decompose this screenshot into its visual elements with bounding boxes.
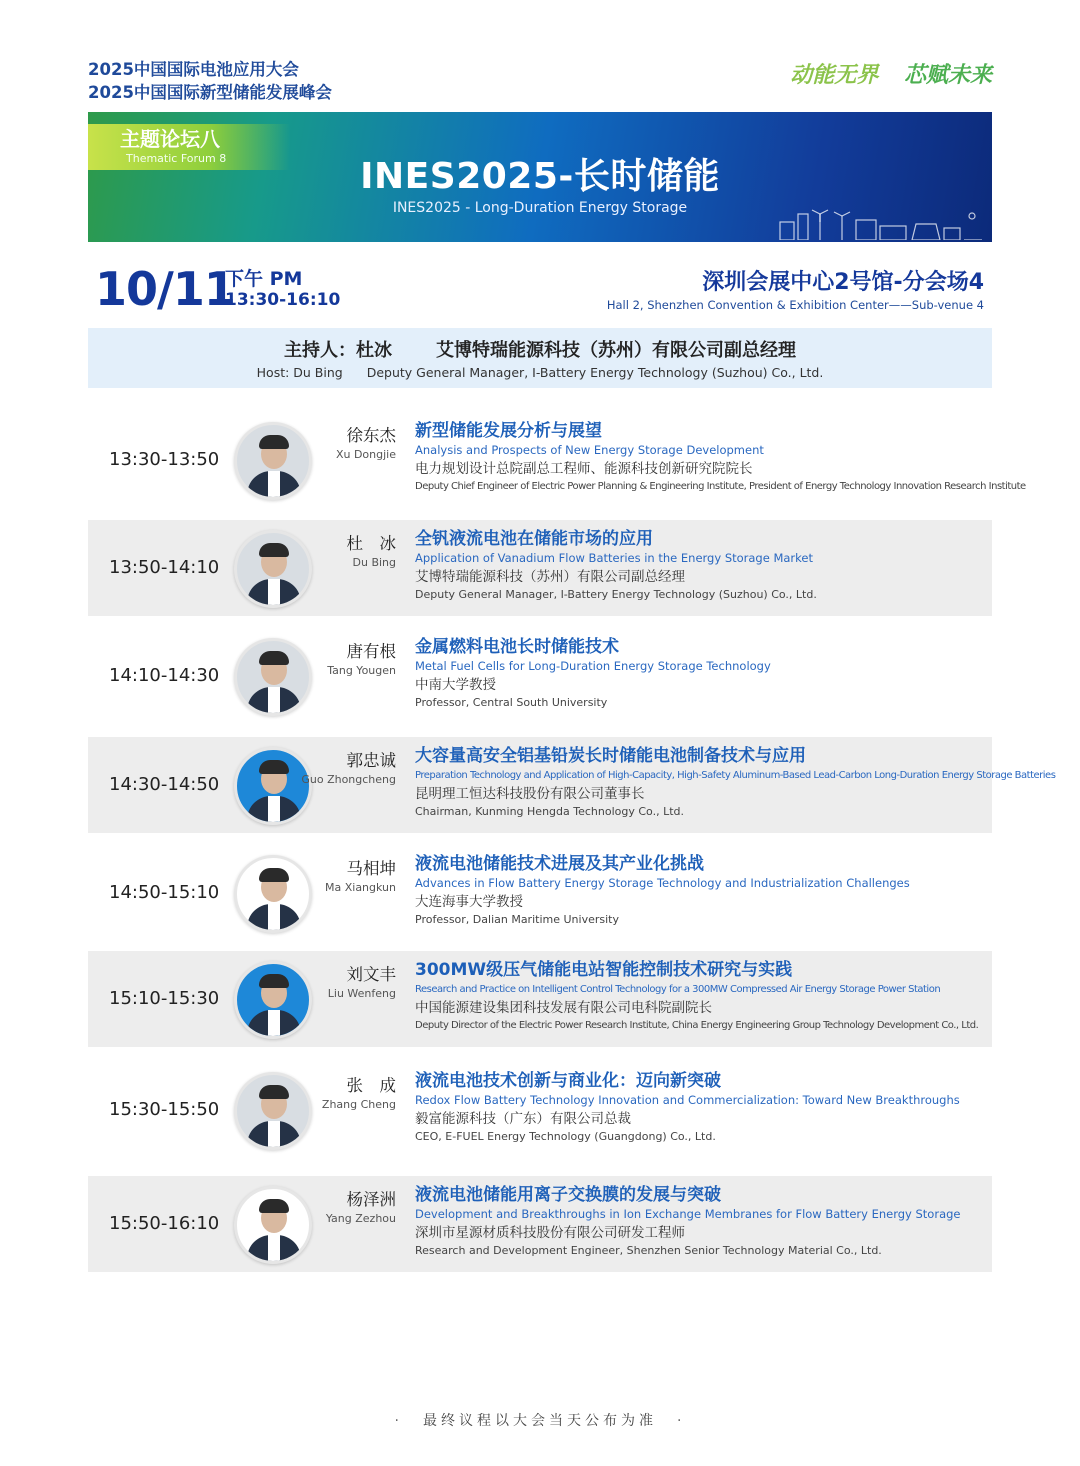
speaker-name-cn: 刘文丰: [346, 965, 396, 984]
speaker-name-cn: 唐有根: [346, 642, 396, 661]
speaker-name-cn: 杨泽洲: [346, 1190, 396, 1209]
session-time: 14:30-14:50: [109, 774, 220, 795]
host-title-cn: 艾博特瑞能源科技（苏州）有限公司副总经理: [436, 340, 796, 361]
speaker-name-en: Du Bing: [352, 556, 396, 569]
session-content: [415, 420, 1026, 494]
speaker-photo: [234, 1072, 312, 1150]
affiliation-en: Deputy Director of the Electric Power Research Institute, China Energy Engineering Group Technology Development Co., Ltd.: [415, 1020, 979, 1031]
session-row: [88, 1062, 992, 1158]
speaker-name-en: Guo Zhongcheng: [301, 773, 396, 786]
session-content: [415, 1184, 991, 1258]
host-bar: [88, 328, 992, 388]
slogan-1: 动能无界: [790, 62, 879, 88]
topic-cn: 300MW级压气储能电站智能控制技术研究与实践: [415, 960, 793, 980]
conference-title-1: 2025中国国际电池应用大会: [88, 60, 299, 79]
session-row: [88, 520, 992, 616]
session-content: [415, 853, 991, 927]
date: 10/11: [95, 262, 235, 316]
session-row: [88, 737, 1056, 833]
affiliation-cn: 深圳市星源材质科技股份有限公司研发工程师: [415, 1225, 685, 1241]
period: 下午 PM: [225, 268, 303, 290]
speaker-name-en: Zhang Cheng: [321, 1098, 396, 1111]
topic-en: Application of Vanadium Flow Batteries in the Energy Storage Market: [415, 551, 813, 565]
session-content: [415, 1070, 991, 1144]
conference-titles: [88, 58, 332, 104]
host-label-en: Host: Du Bing: [256, 365, 343, 380]
venue: [607, 268, 984, 313]
topic-cn: 液流电池技术创新与商业化：迈向新突破: [415, 1071, 721, 1091]
forum-tag-cn: 主题论坛八: [120, 127, 220, 151]
affiliation-cn: 昆明理工恒达科技股份有限公司董事长: [415, 786, 645, 802]
topic-en: Analysis and Prospects of New Energy Storage Development: [415, 443, 764, 457]
speaker-photo: [234, 530, 312, 608]
topic-en: Advances in Flow Battery Energy Storage Technology and Industrialization Challenges: [415, 876, 910, 890]
speaker-photo: [234, 638, 312, 716]
speaker-name-en: Liu Wenfeng: [327, 987, 396, 1000]
footer-note: · 最终议程以大会当天公布为准 ·: [394, 1413, 686, 1429]
conference-title-2: 2025中国国际新型储能发展峰会: [88, 83, 332, 102]
session-content: [415, 959, 991, 1033]
host-en: [88, 365, 992, 381]
topic-en: Redox Flow Battery Technology Innovation and Commercialization: Toward New Breakthroughs: [415, 1093, 960, 1107]
speaker-name-cn: 徐东杰: [346, 426, 396, 445]
affiliation-cn: 中国能源建设集团科技发展有限公司电科院副院长: [415, 1000, 712, 1016]
topic-en: Research and Practice on Intelligent Control Technology for a 300MW Compressed Air Energy Storage Power Station: [415, 984, 941, 995]
affiliation-cn: 电力规划设计总院副总工程师、能源科技创新研究院院长: [415, 461, 753, 477]
session-row: [88, 412, 1026, 508]
host-title-en: Deputy General Manager, I-Battery Energy Technology (Suzhou) Co., Ltd.: [366, 365, 824, 380]
topic-cn: 液流电池储能技术进展及其产业化挑战: [415, 854, 704, 874]
affiliation-en: Deputy Chief Engineer of Electric Power Planning & Engineering Institute, President of Energy Technology Innovation Research Institute: [415, 481, 1026, 492]
session-time: 15:50-16:10: [109, 1213, 220, 1234]
affiliation-en: CEO, E-FUEL Energy Technology (Guangdong) Co., Ltd.: [415, 1130, 716, 1143]
affiliation-cn: 艾博特瑞能源科技（苏州）有限公司副总经理: [415, 569, 685, 585]
speaker-name-cn: 张 成: [346, 1076, 396, 1095]
forum-tag-en: Thematic Forum 8: [126, 152, 227, 165]
venue-en: Hall 2, Shenzhen Convention & Exhibition Center——Sub-venue 4: [606, 298, 984, 312]
affiliation-cn: 毅富能源科技（广东）有限公司总裁: [415, 1111, 631, 1127]
session-row: [88, 845, 992, 941]
forum-title: INES2025-长时储能: [360, 156, 720, 197]
affiliation-en: Deputy General Manager, I-Battery Energy Technology (Suzhou) Co., Ltd.: [415, 588, 817, 601]
session-content: [415, 528, 991, 602]
topic-cn: 全钒液流电池在储能市场的应用: [415, 529, 653, 549]
session-row: [88, 628, 992, 724]
slogan-2: 芯赋未来: [903, 62, 992, 88]
speaker-photo: [234, 855, 312, 933]
host-label-cn: 主持人：杜冰: [284, 340, 392, 361]
speaker-name-en: Yang Zezhou: [325, 1212, 396, 1225]
topic-cn: 金属燃料电池长时储能技术: [415, 637, 619, 657]
speaker-name-cn: 马相坤: [346, 859, 396, 878]
session-content: [415, 745, 1056, 819]
session-time: 13:30-13:50: [109, 449, 220, 470]
speaker-photo: [234, 1186, 312, 1264]
topic-cn: 液流电池储能用离子交换膜的发展与突破: [415, 1185, 721, 1205]
city-skyline-illustration: [776, 206, 986, 240]
speaker-photo: [234, 747, 312, 825]
session-content: [415, 636, 991, 710]
time-block: [225, 268, 340, 310]
venue-cn: 深圳会展中心2号馆-分会场4: [702, 270, 984, 295]
speaker-name-en: Tang Yougen: [327, 664, 396, 677]
topic-cn: 新型储能发展分析与展望: [415, 421, 602, 441]
session-time: 15:30-15:50: [109, 1099, 220, 1120]
session-time: 14:50-15:10: [109, 882, 220, 903]
time-range: 13:30-16:10: [225, 290, 341, 310]
affiliation-en: Professor, Central South University: [415, 696, 608, 709]
topic-cn: 大容量高安全铝基铅炭长时储能电池制备技术与应用: [415, 746, 806, 766]
topic-en: Metal Fuel Cells for Long-Duration Energy Storage Technology: [415, 659, 771, 673]
speaker-name-cn: 杜 冰: [346, 534, 396, 553]
session-time: 13:50-14:10: [109, 557, 220, 578]
session-row: [88, 951, 992, 1047]
affiliation-cn: 中南大学教授: [415, 677, 496, 693]
footer-text: 最终议程以大会当天公布为准: [423, 1413, 657, 1429]
affiliation-en: Research and Development Engineer, Shenzhen Senior Technology Material Co., Ltd.: [415, 1244, 882, 1257]
session-time: 15:10-15:30: [109, 988, 220, 1009]
affiliation-en: Chairman, Kunming Hengda Technology Co., Ltd.: [415, 805, 684, 818]
topic-en: Development and Breakthroughs in Ion Exchange Membranes for Flow Battery Energy Storage: [415, 1207, 961, 1221]
speaker-name-en: Xu Dongjie: [335, 448, 396, 461]
host-cn: [88, 340, 992, 362]
speaker-photo: [234, 422, 312, 500]
forum-subtitle: INES2025 - Long-Duration Energy Storage: [392, 200, 688, 216]
affiliation-en: Professor, Dalian Maritime University: [415, 913, 619, 926]
speaker-name-cn: 郭忠诚: [346, 751, 396, 770]
session-time: 14:10-14:30: [109, 665, 220, 686]
affiliation-cn: 大连海事大学教授: [415, 894, 523, 910]
speaker-photo: [234, 961, 312, 1039]
speaker-name-en: Ma Xiangkun: [325, 881, 396, 894]
topic-en: Preparation Technology and Application of High-Capacity, High-Safety Aluminum-Based Lead-Carbon Long-Duration Energy Storage Batteries: [415, 770, 1056, 781]
forum-banner: [88, 112, 992, 242]
slogan-logo: [790, 58, 992, 89]
session-row: [88, 1176, 992, 1272]
